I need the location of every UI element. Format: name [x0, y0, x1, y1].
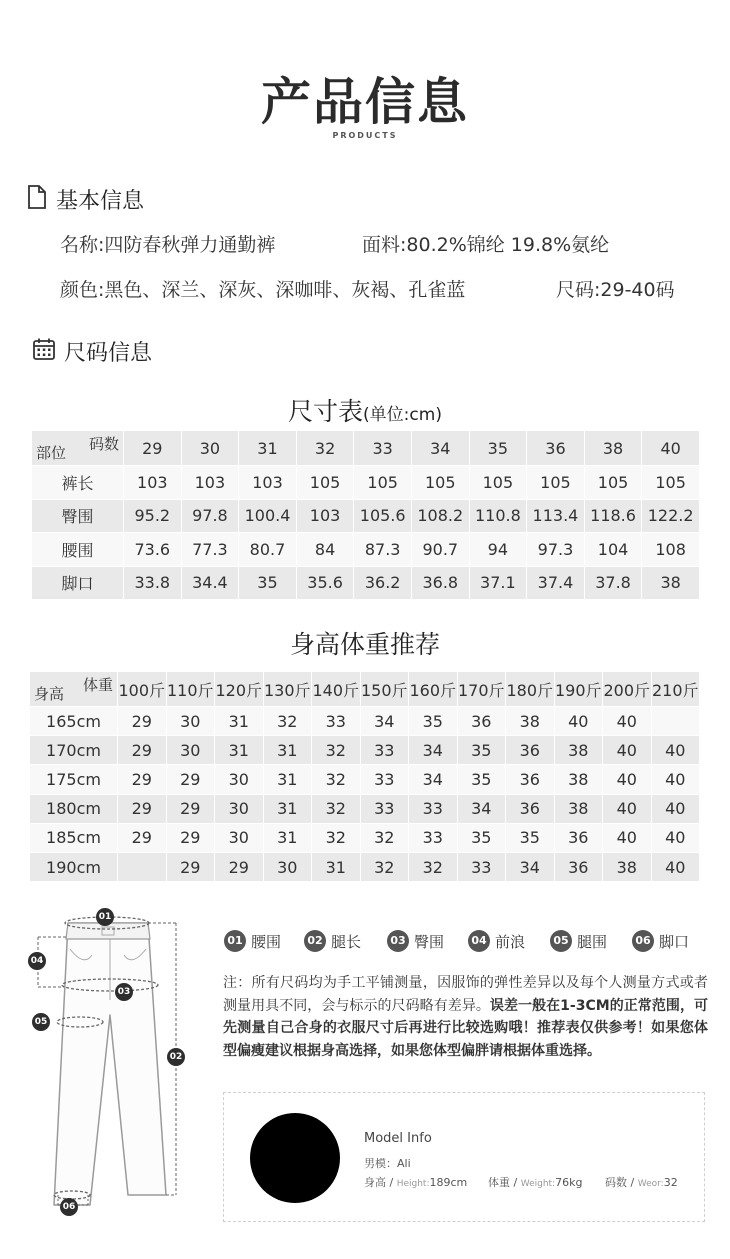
table-cell: 32 — [312, 736, 361, 765]
table-cell: 34 — [506, 852, 555, 881]
table-cell: 105 — [296, 466, 354, 500]
table-cell: 40 — [651, 794, 700, 823]
table-cell: 31 — [263, 823, 312, 852]
column-header: 160斤 — [409, 672, 458, 707]
table-cell: 97.3 — [527, 533, 585, 567]
table-cell: 30 — [215, 765, 264, 794]
column-header: 34 — [411, 431, 469, 466]
table-cell: 35 — [506, 823, 555, 852]
legend-item: 05 腿围 — [550, 930, 632, 952]
table-cell: 95.2 — [124, 499, 182, 533]
table-cell: 103 — [296, 499, 354, 533]
model-height: 身高 / Height:189cm — [364, 1176, 468, 1189]
table-cell: 34 — [457, 794, 506, 823]
table-cell: 33 — [360, 794, 409, 823]
table-cell: 33 — [409, 823, 458, 852]
table-cell: 33 — [457, 852, 506, 881]
table-cell: 37.1 — [469, 566, 527, 600]
legend-item: 04 前浪 — [468, 930, 550, 952]
table-row — [30, 794, 700, 823]
table-cell: 29 — [166, 852, 215, 881]
row-header: 170cm — [30, 736, 118, 765]
table-cell: 90.7 — [411, 533, 469, 567]
table-cell: 105 — [469, 466, 527, 500]
row-header: 臀围 — [32, 499, 124, 533]
table-cell: 29 — [118, 823, 167, 852]
column-header: 32 — [296, 431, 354, 466]
model-avatar — [250, 1113, 340, 1203]
table-cell: 38 — [554, 765, 603, 794]
table-cell: 31 — [263, 736, 312, 765]
table-cell: 32 — [409, 852, 458, 881]
table-cell: 29 — [215, 852, 264, 881]
table-cell: 103 — [181, 466, 239, 500]
table-row — [32, 533, 700, 567]
table-row — [30, 823, 700, 852]
table-cell: 36.8 — [411, 566, 469, 600]
table-row — [32, 466, 700, 500]
marker-06: 06 — [60, 1198, 78, 1216]
marker-05: 05 — [32, 1013, 50, 1031]
table-cell — [651, 707, 700, 736]
row-header: 165cm — [30, 707, 118, 736]
row-header: 180cm — [30, 794, 118, 823]
size-table-corner: 码数 部位 — [32, 431, 124, 466]
table-row — [30, 736, 700, 765]
table-cell: 97.8 — [181, 499, 239, 533]
table-cell: 29 — [118, 765, 167, 794]
table-cell: 31 — [215, 736, 264, 765]
table-cell: 40 — [554, 707, 603, 736]
table-cell: 122.2 — [642, 499, 700, 533]
row-header: 腰围 — [32, 533, 124, 567]
table-cell: 29 — [166, 823, 215, 852]
product-sizes: 尺码:29-40码 — [556, 279, 675, 301]
table-cell: 34 — [409, 765, 458, 794]
table-cell: 77.3 — [181, 533, 239, 567]
marker-03: 03 — [115, 983, 133, 1001]
table-row — [32, 499, 700, 533]
legend-item: 02 腿长 — [304, 930, 387, 952]
table-cell: 32 — [263, 707, 312, 736]
recommend-table-corner: 体重 身高 — [30, 672, 118, 707]
calendar-icon — [32, 337, 56, 367]
table-cell: 32 — [312, 765, 361, 794]
basic-info-heading — [26, 184, 144, 215]
table-cell: 40 — [603, 765, 652, 794]
column-header: 30 — [181, 431, 239, 466]
table-cell: 31 — [215, 707, 264, 736]
row-header: 190cm — [30, 852, 118, 881]
page-title: 产品信息 — [261, 73, 469, 131]
column-header: 35 — [469, 431, 527, 466]
table-row — [30, 765, 700, 794]
table-cell: 105.6 — [354, 499, 412, 533]
table-cell: 29 — [166, 794, 215, 823]
model-size: 码数 / Weor:32 — [605, 1176, 678, 1189]
legend-item: 06 脚口 — [632, 930, 698, 952]
table-cell: 40 — [651, 765, 700, 794]
document-icon — [26, 185, 48, 215]
row-header: 175cm — [30, 765, 118, 794]
table-cell: 36 — [554, 823, 603, 852]
column-header: 130斤 — [263, 672, 312, 707]
product-fabric: 面料:80.2%锦纶 19.8%氨纶 — [362, 234, 610, 256]
table-cell: 103 — [239, 466, 297, 500]
column-header: 150斤 — [360, 672, 409, 707]
table-cell: 87.3 — [354, 533, 412, 567]
column-header: 38 — [584, 431, 642, 466]
page-subtitle: PRODUCTS — [332, 131, 398, 140]
column-header: 31 — [239, 431, 297, 466]
column-header: 40 — [642, 431, 700, 466]
table-cell: 35 — [457, 765, 506, 794]
measurement-note: 注：所有尺码均为手工平铺测量，因服饰的弹性差异以及每个人测量方式或者测量用具不同，会与标示的尺码略有差异。误差一般在1-3CM的正常范围，可先测量自己合身的衣服尺寸后再进行比较选购哦！推荐表仅供参考！如果您体型偏瘦建议根据身高选择，如果您体型偏胖请根据体重选择。 — [223, 975, 709, 1059]
table-cell — [118, 852, 167, 881]
basic-info-title: 基本信息 — [56, 189, 145, 214]
size-table-title: 尺寸表(单位:cm) — [288, 397, 442, 426]
product-name: 名称:四防春秋弹力通勤裤 — [60, 234, 276, 256]
table-cell: 40 — [651, 852, 700, 881]
table-row — [30, 852, 700, 881]
measurement-legend — [224, 930, 698, 952]
table-cell: 105 — [354, 466, 412, 500]
column-header: 210斤 — [651, 672, 700, 707]
table-cell: 105 — [527, 466, 585, 500]
table-cell: 32 — [312, 794, 361, 823]
table-cell: 38 — [554, 736, 603, 765]
table-cell: 29 — [118, 707, 167, 736]
product-colors: 颜色:黑色、深兰、深灰、深咖啡、灰褐、孔雀蓝 — [60, 279, 466, 301]
model-weight: 体重 / Weight:76kg — [488, 1176, 583, 1189]
column-header: 110斤 — [166, 672, 215, 707]
column-header: 170斤 — [457, 672, 506, 707]
table-cell: 33 — [360, 765, 409, 794]
table-cell: 35.6 — [296, 566, 354, 600]
model-name: 男模：Ali — [364, 1157, 411, 1170]
table-cell: 84 — [296, 533, 354, 567]
recommend-table-title: 身高体重推荐 — [289, 630, 440, 659]
row-header: 裤长 — [32, 466, 124, 500]
table-cell: 29 — [166, 765, 215, 794]
table-cell: 105 — [584, 466, 642, 500]
table-cell: 40 — [603, 736, 652, 765]
table-cell: 37.8 — [584, 566, 642, 600]
table-cell: 36 — [506, 765, 555, 794]
model-info-card — [223, 1092, 705, 1222]
table-cell: 34.4 — [181, 566, 239, 600]
size-info-title: 尺码信息 — [64, 341, 153, 366]
table-cell: 38 — [506, 707, 555, 736]
legend-item: 01 腰围 — [224, 930, 304, 952]
recommend-table — [29, 671, 700, 882]
table-cell: 29 — [118, 736, 167, 765]
table-row — [30, 707, 700, 736]
table-cell: 30 — [263, 852, 312, 881]
table-cell: 36 — [506, 794, 555, 823]
table-cell: 38 — [642, 566, 700, 600]
table-cell: 105 — [411, 466, 469, 500]
table-cell: 100.4 — [239, 499, 297, 533]
table-cell: 38 — [554, 794, 603, 823]
table-cell: 104 — [584, 533, 642, 567]
marker-01: 01 — [96, 908, 114, 926]
table-cell: 36 — [506, 736, 555, 765]
row-header: 185cm — [30, 823, 118, 852]
table-cell: 30 — [215, 794, 264, 823]
column-header: 120斤 — [215, 672, 264, 707]
model-info-title: Model Info — [364, 1131, 432, 1146]
table-cell: 38 — [603, 852, 652, 881]
column-header: 200斤 — [603, 672, 652, 707]
table-cell: 35 — [409, 707, 458, 736]
column-header: 36 — [527, 431, 585, 466]
table-cell: 30 — [166, 736, 215, 765]
table-cell: 31 — [312, 852, 361, 881]
table-cell: 32 — [360, 852, 409, 881]
table-cell: 31 — [263, 765, 312, 794]
size-info-heading — [32, 336, 152, 367]
table-cell: 73.6 — [124, 533, 182, 567]
table-cell: 29 — [118, 794, 167, 823]
table-cell: 94 — [469, 533, 527, 567]
table-cell: 37.4 — [527, 566, 585, 600]
table-cell: 30 — [166, 707, 215, 736]
table-cell: 35 — [457, 823, 506, 852]
table-cell: 36 — [457, 707, 506, 736]
table-cell: 32 — [360, 823, 409, 852]
column-header: 33 — [354, 431, 412, 466]
table-cell: 40 — [651, 823, 700, 852]
pants-diagram — [20, 905, 200, 1220]
marker-04: 04 — [28, 952, 46, 970]
table-cell: 33 — [312, 707, 361, 736]
table-cell: 80.7 — [239, 533, 297, 567]
table-cell: 32 — [312, 823, 361, 852]
table-cell: 31 — [263, 794, 312, 823]
table-cell: 113.4 — [527, 499, 585, 533]
table-cell: 36 — [554, 852, 603, 881]
table-cell: 105 — [642, 466, 700, 500]
size-table — [31, 430, 700, 600]
table-row — [32, 566, 700, 600]
table-cell: 108 — [642, 533, 700, 567]
table-cell: 108.2 — [411, 499, 469, 533]
table-cell: 33.8 — [124, 566, 182, 600]
column-header: 190斤 — [554, 672, 603, 707]
legend-item: 03 臀围 — [387, 930, 468, 952]
table-cell: 40 — [651, 736, 700, 765]
marker-02: 02 — [167, 1048, 185, 1066]
column-header: 100斤 — [118, 672, 167, 707]
table-cell: 36.2 — [354, 566, 412, 600]
column-header: 180斤 — [506, 672, 555, 707]
table-cell: 34 — [360, 707, 409, 736]
table-cell: 110.8 — [469, 499, 527, 533]
table-cell: 40 — [603, 794, 652, 823]
table-cell: 103 — [124, 466, 182, 500]
table-cell: 34 — [409, 736, 458, 765]
table-cell: 33 — [409, 794, 458, 823]
table-cell: 35 — [239, 566, 297, 600]
table-cell: 118.6 — [584, 499, 642, 533]
table-cell: 30 — [215, 823, 264, 852]
column-header: 29 — [124, 431, 182, 466]
row-header: 脚口 — [32, 566, 124, 600]
table-cell: 35 — [457, 736, 506, 765]
table-cell: 40 — [603, 823, 652, 852]
size-table-unit: (单位:cm) — [363, 405, 442, 425]
column-header: 140斤 — [312, 672, 361, 707]
table-cell: 33 — [360, 736, 409, 765]
table-cell: 40 — [603, 707, 652, 736]
